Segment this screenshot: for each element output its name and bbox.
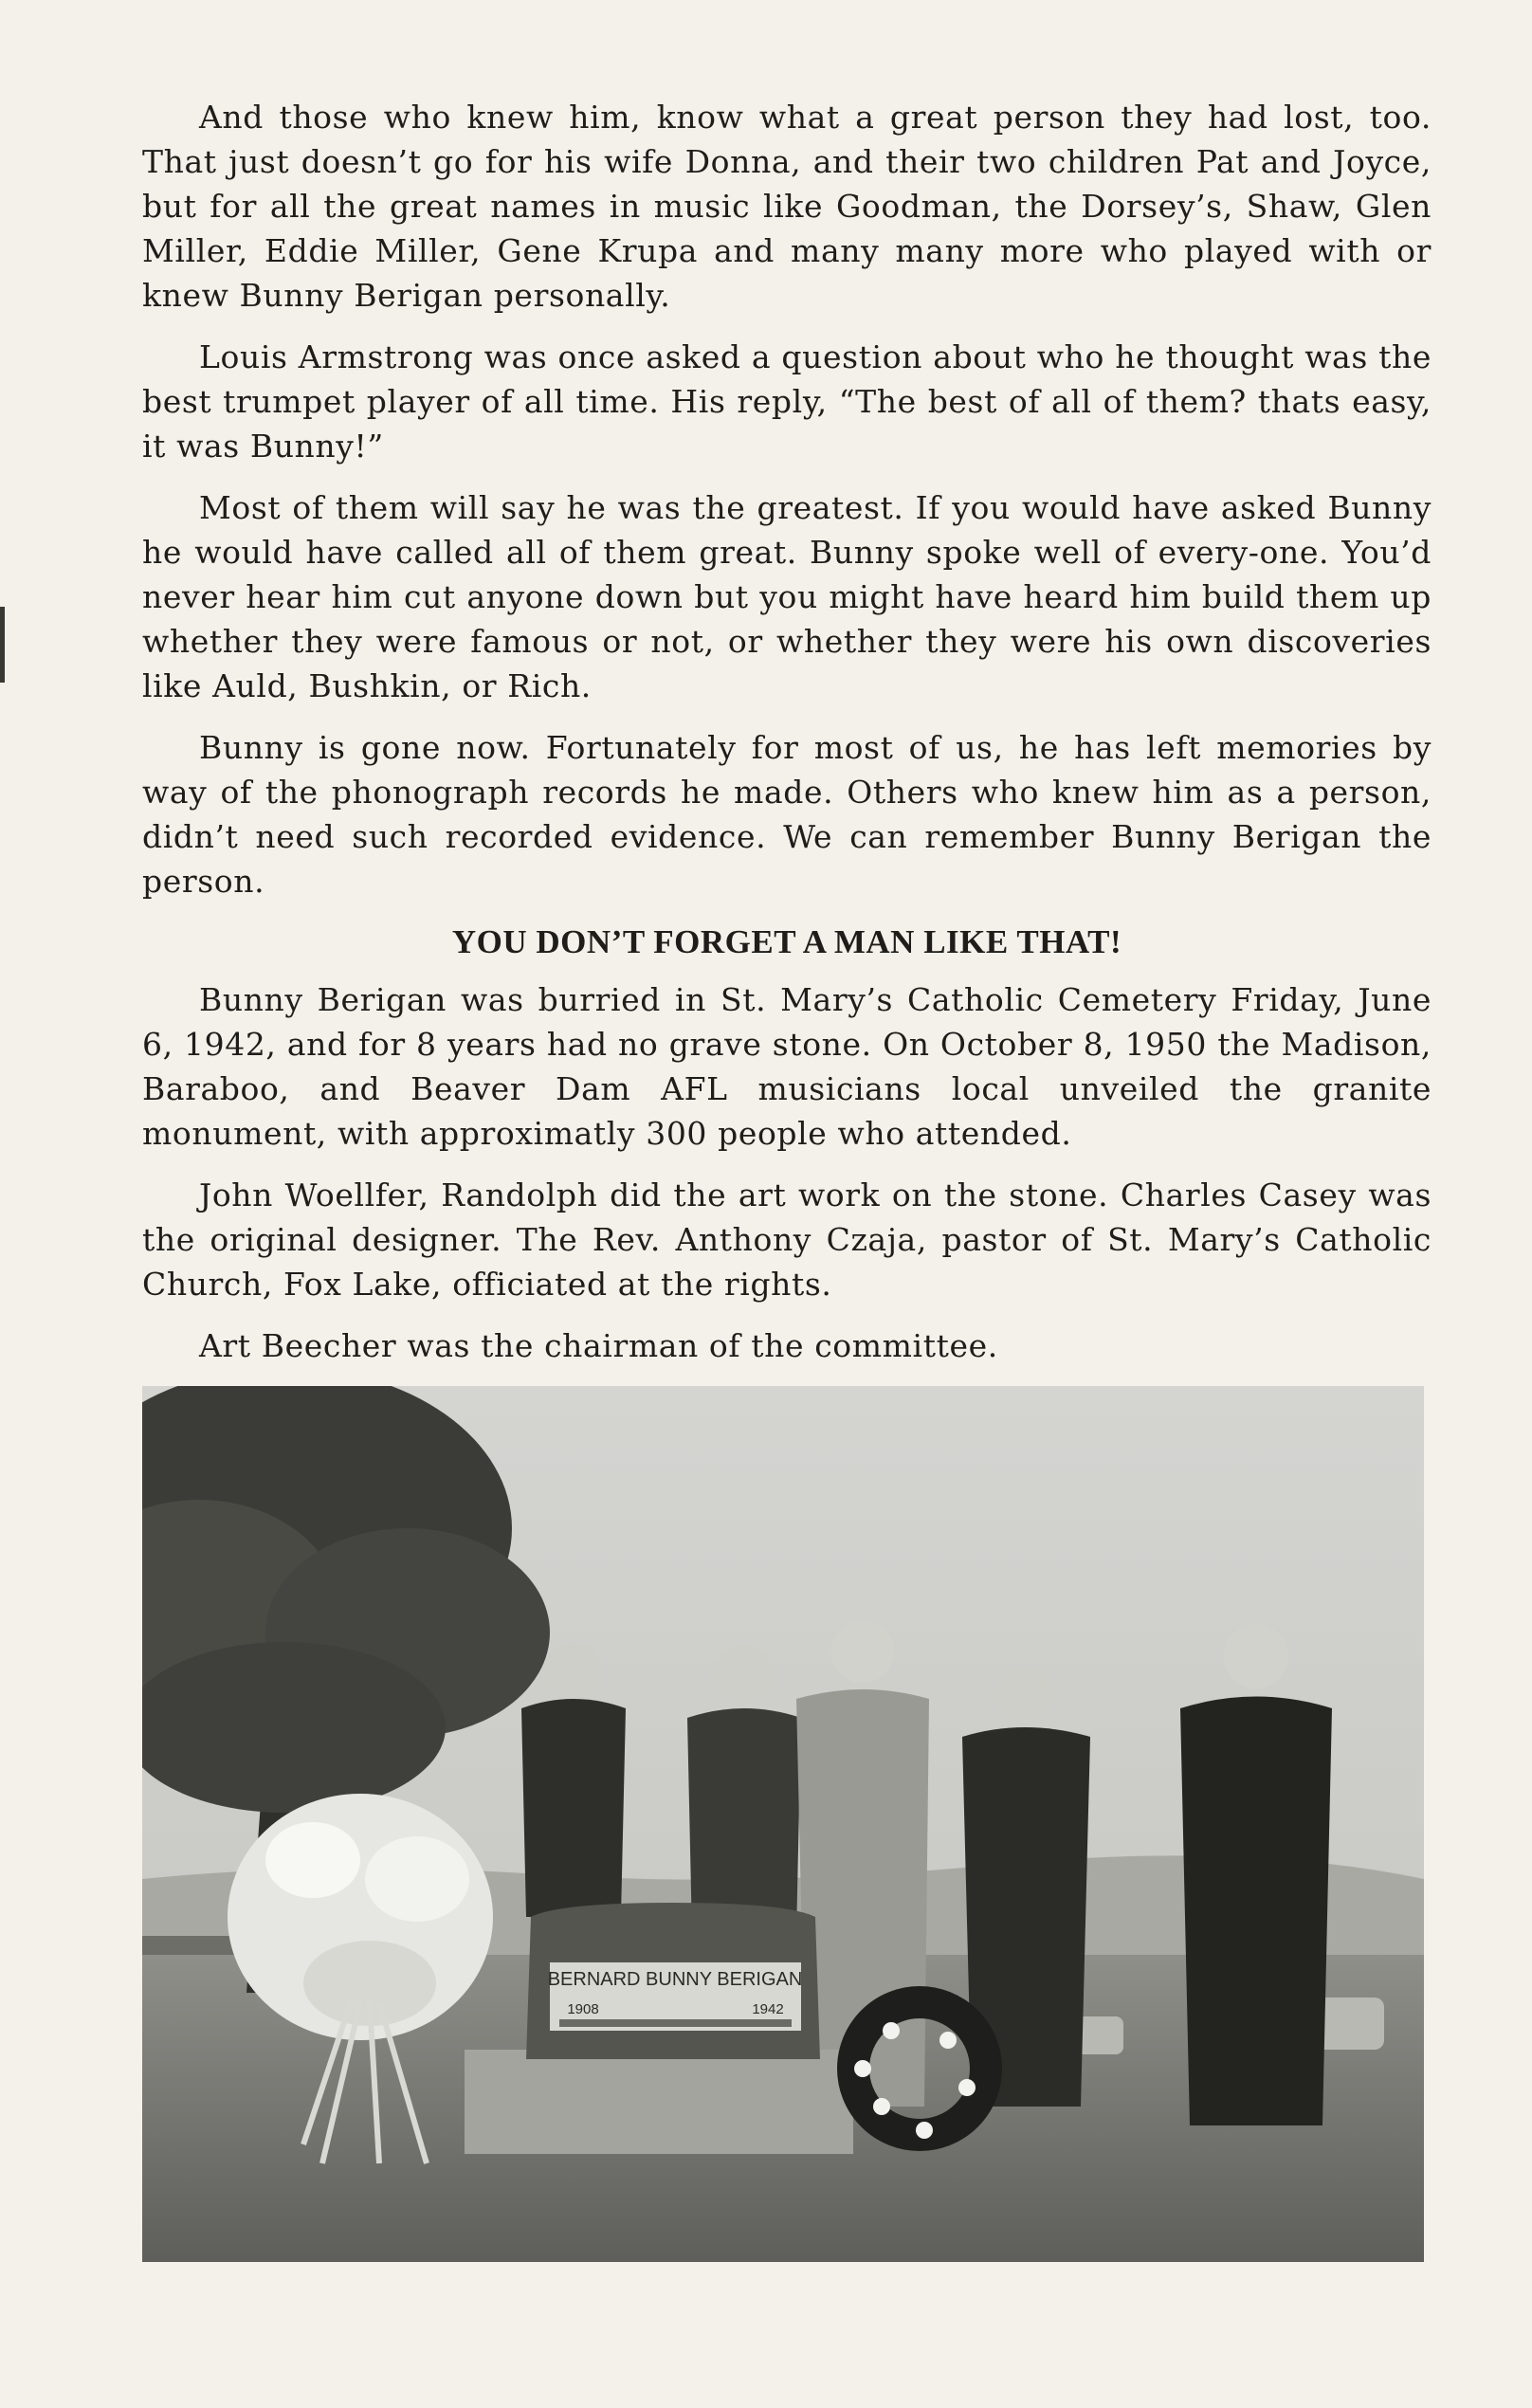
paragraph-5: Bunny Berigan was burried in St. Mary’s Catholic Cemetery Friday, June 6, 1942, and for 8 years had no grave stone. On October 8, 1950 the Madison, Baraboo, and Beaver Dam AFL musicians local unveiled the granite monument, with approximatly 300 people who attended.: [142, 981, 1432, 1152]
binding-mark: [0, 607, 5, 683]
photo-illustration: [142, 1386, 1424, 2262]
paragraph-4: Bunny is gone now. Fortunately for most of us, he has left memories by way of the phonograph records he made. Others who knew him as a person, didn’t need such recorded evidence. We can remember Bunny Berigan the person.: [142, 729, 1432, 900]
article-text: [142, 95, 1432, 1385]
paragraph-1: And those who knew him, know what a great person they had lost, too. That just doesn’t go for his wife Donna, and their two children Pat and Joyce, but for all the great names in music like Goodman, the Dorsey’s, Shaw, Glen Miller, Eddie Miller, Gene Krupa and many many more who played with or knew Bunny Berigan personally.: [142, 99, 1432, 314]
section-heading: YOU DON’T FORGET A MAN LIKE THAT!: [451, 923, 1122, 960]
stone-year-end: 1942: [752, 2001, 784, 2017]
paragraph-7: Art Beecher was the chairman of the committee.: [199, 1327, 998, 1364]
stone-year-start: 1908: [567, 2001, 599, 2017]
paragraph-6: John Woellfer, Randolph did the art work on the stone. Charles Casey was the original designer. The Rev. Anthony Czaja, pastor of St. Mary’s Catholic Church, Fox Lake, officiated at the rights.: [142, 1177, 1432, 1303]
paragraph-3: Most of them will say he was the greatest. If you would have asked Bunny he would have called all of them great. Bunny spoke well of every-one. You’d never hear him cut anyone down but you might have heard him build them up whether they were famous or not, or whether they were his own discoveries like Auld, Bushkin, or Rich.: [142, 489, 1432, 704]
paragraph-2: Louis Armstrong was once asked a question about who he thought was the best trumpet player of all time. His reply, “The best of all of them? thats easy, it was Bunny!”: [142, 338, 1432, 465]
stone-name: BERNARD BUNNY BERIGAN: [547, 1969, 803, 1990]
grave-photo: [142, 1386, 1424, 2262]
